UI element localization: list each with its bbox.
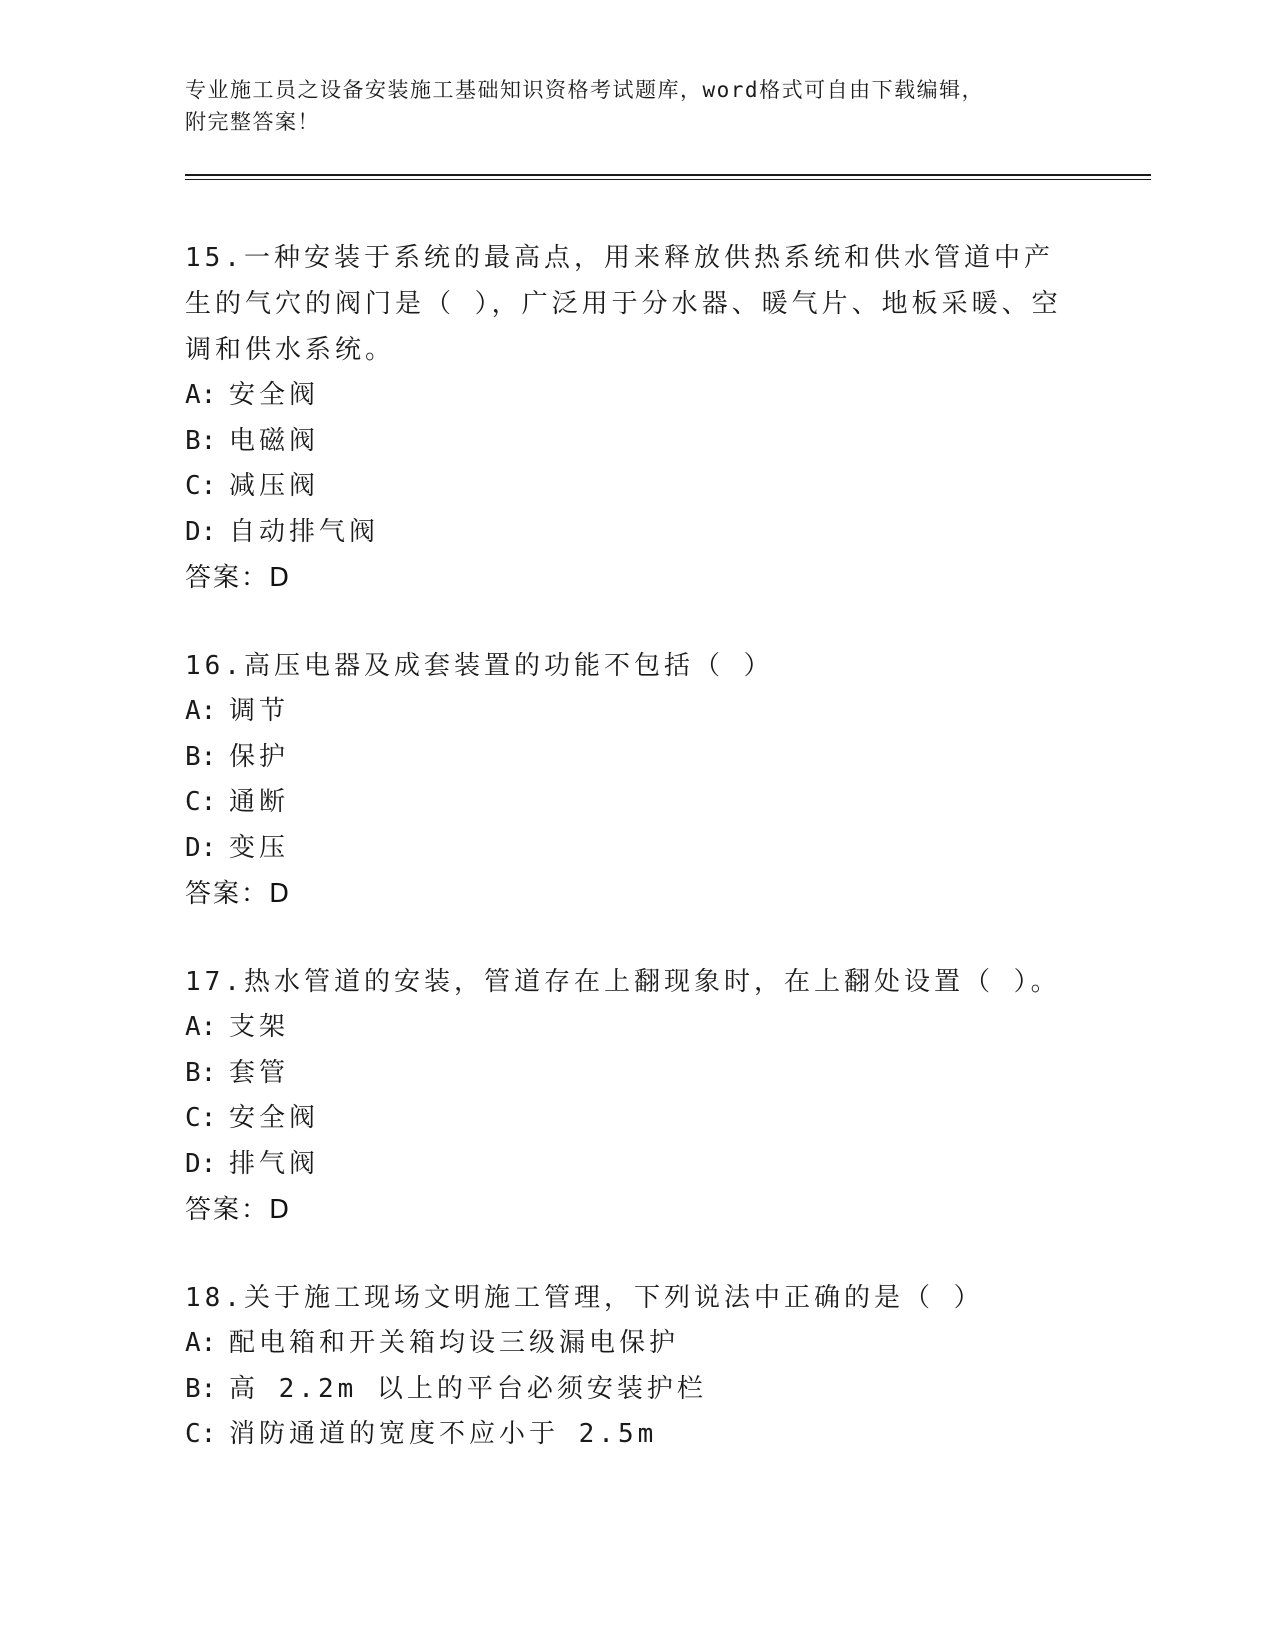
option-text: 通断	[229, 787, 290, 817]
option-text: 电磁阀	[229, 425, 320, 456]
question-16	[185, 643, 1145, 917]
option-b	[185, 1367, 1145, 1413]
question-text: 16.高压电器及成套装置的功能不包括（ ）	[185, 651, 774, 681]
option-text: 套管	[229, 1057, 290, 1088]
answer-line: 答案：D	[185, 879, 292, 909]
document-page	[185, 0, 1145, 1500]
option-text: 变压	[229, 832, 290, 863]
option-key: B:	[185, 1057, 217, 1088]
option-key: A:	[185, 1012, 217, 1042]
question-text: 15.一种安装于系统的最高点，用来释放供热系统和供水管道中产生的气穴的阀门是（ ），广泛用于分水器、暖气片、地板采暖、空调和供水系统。	[185, 243, 1062, 365]
question-text: 17.热水管道的安装，管道存在上翻现象时，在上翻处设置（ ）。	[185, 967, 1061, 997]
option-d	[185, 1142, 1145, 1188]
option-c	[185, 464, 1145, 510]
option-text: 配电箱和开关箱均设三级漏电保护	[229, 1328, 680, 1358]
option-c	[185, 780, 1145, 826]
option-c	[185, 1096, 1145, 1142]
answer-line: 答案：D	[185, 1195, 292, 1225]
option-b	[185, 1051, 1145, 1097]
question-17	[185, 959, 1145, 1233]
answer-line: 答案：D	[185, 563, 292, 593]
header-line-2: 附完整答案！	[185, 110, 320, 134]
option-text: 支架	[229, 1012, 290, 1042]
option-d	[185, 826, 1145, 872]
question-list	[185, 235, 1145, 1458]
question-18	[185, 1275, 1145, 1458]
option-text: 保护	[229, 741, 290, 772]
option-key: A:	[185, 380, 217, 410]
option-key: A:	[185, 1328, 217, 1358]
option-text: 消防通道的宽度不应小于 2.5m	[229, 1419, 658, 1449]
option-key: C:	[185, 787, 217, 817]
option-a	[185, 689, 1145, 735]
header-divider	[185, 174, 1151, 180]
option-key: D:	[185, 516, 217, 547]
option-d	[185, 510, 1145, 556]
option-a	[185, 373, 1145, 419]
option-b	[185, 735, 1145, 781]
option-key: D:	[185, 832, 217, 863]
option-text: 排气阀	[229, 1148, 320, 1179]
option-a	[185, 1321, 1145, 1367]
option-b	[185, 419, 1145, 465]
option-a	[185, 1005, 1145, 1051]
option-text: 自动排气阀	[229, 516, 380, 547]
option-text: 安全阀	[229, 1103, 320, 1133]
option-key: D:	[185, 1148, 217, 1179]
option-text: 减压阀	[229, 471, 320, 501]
option-key: C:	[185, 471, 217, 501]
option-key: B:	[185, 1373, 217, 1404]
question-text: 18.关于施工现场文明施工管理，下列说法中正确的是（ ）	[185, 1283, 984, 1313]
option-key: C:	[185, 1419, 217, 1449]
document-header	[185, 74, 1145, 138]
option-key: A:	[185, 696, 217, 726]
header-line-1: 专业施工员之设备安装施工基础知识资格考试题库，word格式可自由下载编辑，	[185, 78, 985, 102]
option-c	[185, 1412, 1145, 1458]
option-key: B:	[185, 741, 217, 772]
option-key: B:	[185, 425, 217, 456]
option-key: C:	[185, 1103, 217, 1133]
option-text: 高 2.2m 以上的平台必须安装护栏	[229, 1373, 707, 1404]
question-15	[185, 235, 1145, 601]
option-text: 安全阀	[229, 380, 320, 410]
option-text: 调节	[229, 696, 290, 726]
